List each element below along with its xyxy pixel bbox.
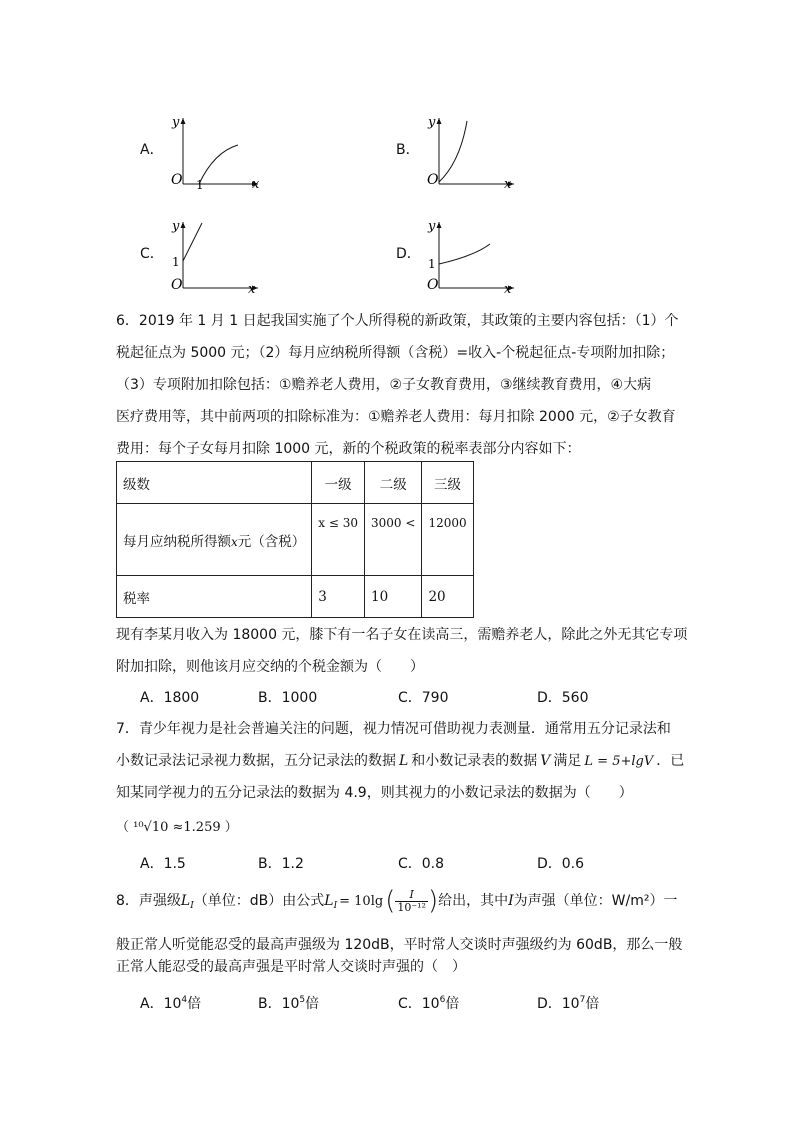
option-a-label[interactable]: A． (140, 142, 164, 158)
option-c-label[interactable]: C． (140, 246, 164, 262)
q8-line-1: 8．声强级$L_I$（单位：dB）由公式$L_I = 10\lg$( $\frac{I}{\text{10⁻¹²}}$ )给出，其中I为声强（单位：W/m²）一 (116, 886, 678, 916)
q6-choice-b[interactable]: B．1000 (258, 690, 318, 706)
q7-line-3: 知某同学视力的五分记录法的数据为 4.9，则其视力的小数记录法的数据为（ ） (116, 785, 633, 801)
q6-line-4: 医疗费用等，其中前两项的扣除标准为：①赡养老人费用：每月扣除 2000 元，②子女教育 (116, 409, 676, 425)
q6-line-2: 税起征点为 5000 元；（2）每月应纳税所得额（含税）=收入-个税起征点-专项附加扣除； (116, 345, 675, 361)
table-cell-level-1-rate: 3 (312, 576, 365, 618)
table-cell-level-2-range: 3000 < (365, 504, 422, 576)
origin-label: O (171, 277, 183, 293)
q6-after-line-1: 现有李某月收入为 18000 元，膝下有一名子女在读高三，需赡养老人，除此之外无其它专项 (116, 627, 688, 643)
tick-label: 1 (428, 257, 436, 271)
table-cell-level-3-range: 12000 (422, 504, 473, 576)
table-header-level-1: 一级 (312, 462, 365, 504)
q8-choice-c[interactable]: C．$10^6$倍 (398, 995, 460, 1012)
q8-line-2: 般正常人听觉能忍受的最高声强级为 120dB，平时常人交谈时声强级约为 60dB，那么一般 (116, 937, 683, 953)
q8-choice-b[interactable]: B．$10^5$倍 (258, 995, 320, 1012)
q8-fraction: $\frac{I}{\text{10⁻¹²}}$ (397, 887, 426, 914)
q6-line-5: 费用：每个子女每月扣除 1000 元，新的个税政策的税率表部分内容如下： (116, 441, 581, 457)
q6-choice-c[interactable]: C．790 (398, 690, 449, 706)
graph-c (168, 216, 268, 296)
q7-line-1: 7．青少年视力是社会普遍关注的问题，视力情况可借助视力表测量．通常用五分记录法和 (116, 721, 671, 737)
q7-line-2: 小数记录法记录视力数据，五分记录法的数据 L 和小数记录表的数据 V 满足 L = 5+lgV ．已 (116, 753, 685, 769)
q6-after-line-2: 附加扣除，则他该月应交纳的个税金额为（ ） (116, 659, 424, 675)
tick-label: 1 (196, 178, 204, 192)
q7-choice-a[interactable]: A．1.5 (140, 856, 186, 872)
y-axis-label: y (428, 219, 436, 234)
table-cell-level-2-rate: 10 (365, 576, 422, 618)
option-d-label[interactable]: D． (396, 246, 421, 262)
origin-label: O (427, 277, 439, 293)
q7-choice-b[interactable]: B．1.2 (258, 856, 304, 872)
graph-a (168, 112, 268, 192)
origin-label: O (171, 172, 183, 188)
x-axis-label: x (504, 282, 512, 296)
origin-label: O (427, 172, 439, 188)
q7-choice-d[interactable]: D．0.6 (537, 856, 585, 872)
q6-line-3: （3）专项附加扣除包括：①赡养老人费用，②子女教育费用，③继续教育费用，④大病 (116, 377, 652, 393)
table-row-rate-label: 税率 (117, 576, 312, 618)
y-axis-label: y (428, 115, 436, 130)
table-header-level: 级数 (117, 462, 312, 504)
table-cell-level-3-rate: 20 (422, 576, 473, 618)
tax-rate-table (116, 461, 474, 618)
q8-line-3: 正常人能忍受的最高声强是平时常人交谈时声强的（ ） (116, 959, 466, 975)
q6-choice-d[interactable]: D．560 (537, 690, 589, 706)
tick-label: 1 (172, 255, 180, 269)
option-b-label[interactable]: B． (396, 142, 420, 158)
x-axis-label: x (504, 177, 512, 192)
q7-formula: L = 5+lgV (584, 754, 654, 769)
y-axis-label: y (172, 115, 180, 130)
table-header-level-3: 三级 (422, 462, 473, 504)
q8-choice-a[interactable]: A．$10^4$倍 (140, 995, 202, 1012)
x-axis-label: x (248, 282, 256, 296)
table-header-level-2: 二级 (365, 462, 422, 504)
graph-d (424, 216, 524, 296)
q8-choice-d[interactable]: D．$10^7$倍 (537, 995, 600, 1012)
q7-hint: （ ¹⁰√10 ≈1.259 ） (116, 820, 238, 835)
x-axis-label: x (252, 177, 260, 192)
graph-b (424, 112, 524, 192)
q6-line-1: 6．2019 年 1 月 1 日起我国实施了个人所得税的新政策，其政策的主要内容包括：（1）个 (116, 313, 679, 329)
table-row-income-label: 每月应纳税所得额x元（含税） (117, 504, 312, 576)
y-axis-label: y (172, 219, 180, 234)
q6-choice-a[interactable]: A．1800 (140, 690, 200, 706)
q7-choice-c[interactable]: C．0.8 (398, 856, 445, 872)
table-cell-level-1-range: x ≤ 30 (312, 504, 365, 576)
